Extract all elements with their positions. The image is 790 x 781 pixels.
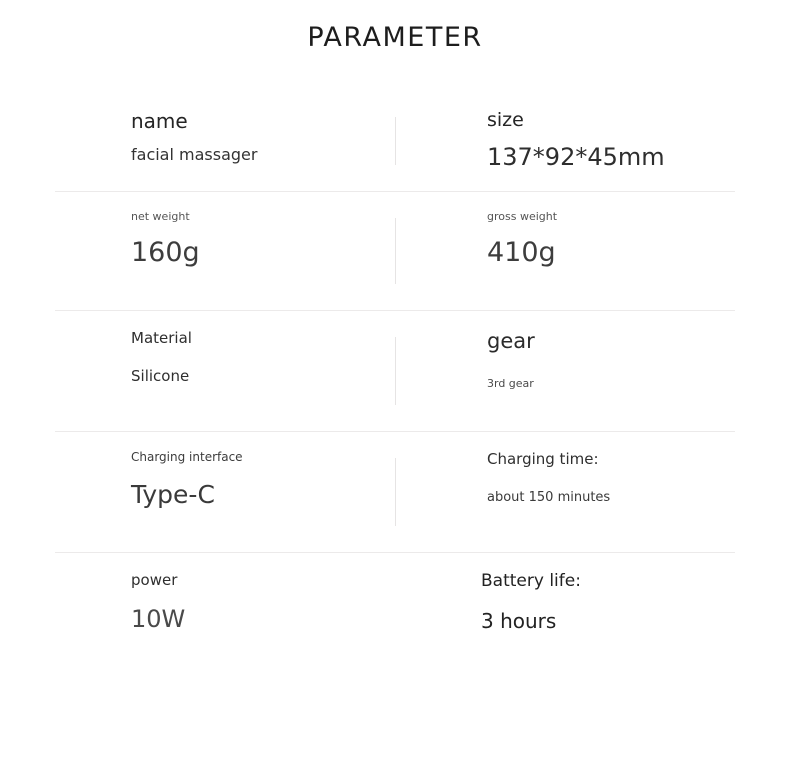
parameter-value: 137*92*45mm	[487, 143, 665, 171]
parameter-cell-material	[55, 311, 395, 431]
parameter-value: about 150 minutes	[487, 490, 611, 505]
table-row	[55, 553, 735, 663]
parameter-cell-charging-interface	[55, 432, 395, 552]
parameter-value: 160g	[131, 237, 200, 268]
parameter-cell-power	[55, 553, 395, 663]
parameter-cell-net-weight	[55, 192, 395, 310]
parameter-cell-size	[395, 91, 735, 191]
parameter-label: Material	[131, 329, 192, 347]
table-row	[55, 432, 735, 553]
parameter-label: size	[487, 109, 524, 131]
table-row	[55, 311, 735, 432]
parameter-value: 10W	[131, 605, 186, 633]
parameter-cell-gross-weight	[395, 192, 735, 310]
parameter-label: Charging time:	[487, 450, 599, 468]
table-row	[55, 91, 735, 192]
parameter-cell-name	[55, 91, 395, 191]
parameter-table	[55, 91, 735, 663]
parameter-cell-charging-time	[395, 432, 735, 552]
parameter-label: net weight	[131, 210, 190, 223]
parameter-value: Silicone	[131, 367, 190, 385]
parameter-label: Battery life:	[481, 571, 581, 591]
table-row	[55, 192, 735, 311]
parameter-cell-battery-life	[395, 553, 735, 663]
parameter-value: 410g	[487, 237, 556, 268]
parameter-value: 3 hours	[481, 609, 557, 633]
parameter-label: power	[131, 571, 178, 589]
parameter-value: facial massager	[131, 145, 258, 164]
parameter-label: gear	[487, 329, 535, 353]
parameter-value: Type-C	[131, 480, 215, 509]
parameter-value: 3rd gear	[487, 377, 534, 390]
parameter-label: name	[131, 109, 188, 133]
parameter-cell-gear	[395, 311, 735, 431]
page-title: PARAMETER	[307, 22, 483, 53]
parameter-label: gross weight	[487, 210, 558, 223]
parameter-label: Charging interface	[131, 450, 243, 464]
